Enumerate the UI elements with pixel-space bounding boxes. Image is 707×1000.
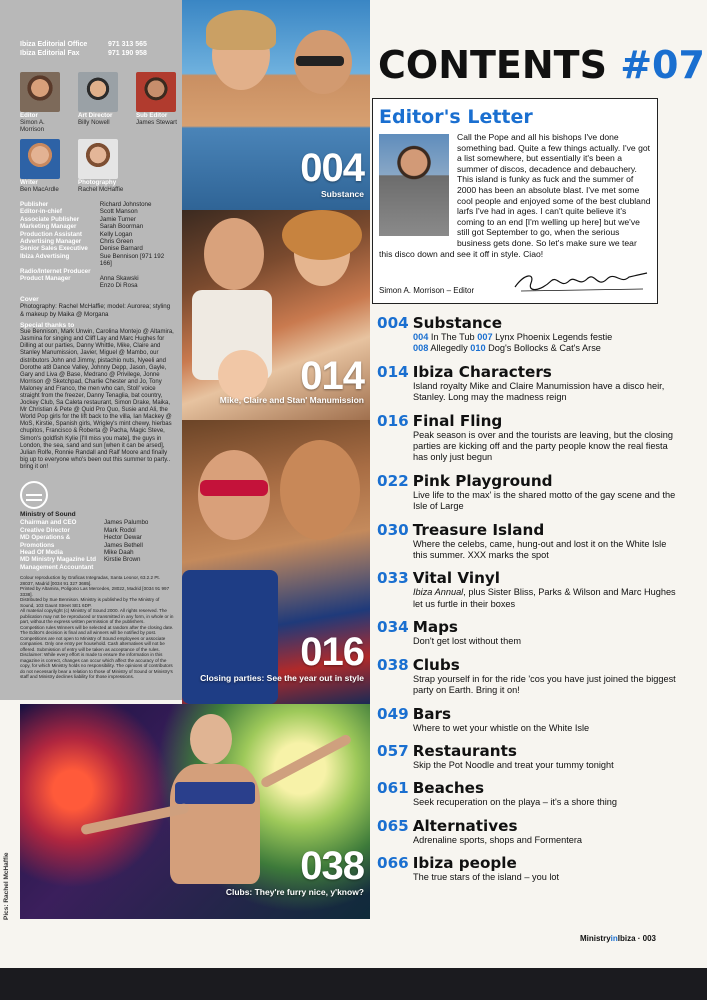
toc-page-number: 004 xyxy=(377,314,409,332)
toc-item[interactable] xyxy=(377,705,677,734)
staff-name: Sue Bennison [971 192 166] xyxy=(99,252,165,268)
staff-role: Management Accountant xyxy=(20,563,94,571)
toc-sub-number: 004 xyxy=(413,332,429,342)
staff-name: Sarah Boorman xyxy=(99,223,144,231)
toc-page-number: 030 xyxy=(377,520,409,539)
mos-staff-list xyxy=(20,519,174,571)
contact-label: Ibiza Editorial Office xyxy=(20,41,88,48)
team-role: Sub Editor xyxy=(136,112,168,119)
team-name: Rachel McHaffie xyxy=(78,186,124,193)
toc-page-number: 034 xyxy=(377,618,409,637)
toc-title: Vital Vinyl xyxy=(412,569,501,588)
toc-description-italic: Ibiza Annual xyxy=(413,587,464,598)
editor-photo xyxy=(379,134,449,236)
avatar xyxy=(78,139,118,179)
photo-caption: Mike, Claire and Stan' Manumission xyxy=(219,395,364,405)
staff-role: Advertising Manager xyxy=(20,238,82,246)
team-role: Editor xyxy=(20,112,38,119)
staff-role: Production Assistant xyxy=(20,230,82,238)
folio-brand-accent: in xyxy=(610,934,618,943)
staff-role: Marketing Manager xyxy=(20,223,77,231)
cover-heading: Cover xyxy=(20,295,39,303)
toc-item[interactable] xyxy=(377,854,677,883)
team-photos xyxy=(20,72,177,193)
ministry-of-sound-logo xyxy=(20,481,48,509)
team-name: Ben MacArdle xyxy=(20,186,59,193)
toc-item[interactable] xyxy=(377,656,677,697)
staff-role: Editor-in-chief xyxy=(20,208,62,216)
team-member xyxy=(136,72,184,133)
cover-text: Photography: Rachel McHaffie; model: Aurorea; styling & makeup by Maika @ Morgana xyxy=(20,303,171,318)
avatar xyxy=(20,72,60,112)
toc-page-number: 038 xyxy=(377,655,409,674)
toc-sub-title: Dog's Bollocks & Cat's Arse xyxy=(485,343,601,354)
toc-sub-number: 007 xyxy=(477,332,493,342)
folio-brand: Ministry xyxy=(579,934,611,943)
toc-subitems xyxy=(377,332,677,355)
photo-caption: Closing parties: See the year out in style xyxy=(200,673,364,683)
photo-substance[interactable] xyxy=(182,0,370,210)
staff-name: Richard Johnstone xyxy=(99,201,152,208)
pics-credit: Pics: Rachel McHaffie xyxy=(3,852,10,920)
toc-page-number: 022 xyxy=(377,471,409,490)
toc-description-text: , plus Sister Bliss, Parks & Wilson and Marc Hughes let us furtle in their boxes xyxy=(413,587,676,609)
folio-page-number: · 003 xyxy=(635,934,656,943)
toc-page-number: 061 xyxy=(377,779,409,798)
masthead-column xyxy=(0,0,182,700)
toc-title: Final Fling xyxy=(412,411,503,430)
editors-letter-body: Call the Pope and all his bishops I've done something bad. Quite a few things actually. I've got a list somewhere, but essentially it's been a summer of discos, decadence and debauchery. This island is funky as fuck and the summer of 2000 has been an absolute blast. I've met some cool people and enjoyed some of the best clubland larfs I've had in ages. I can't quite believe it's coming to an end [I'm welling up here] but we've still got September to go, when the serious business gets done. So let's make sure we tear this disco down and see it off in style. Ciao! xyxy=(379,132,651,259)
staff-role: Product Manager xyxy=(20,275,71,283)
toc-page-number: 065 xyxy=(377,816,409,835)
thanks-text: Sue Bennison, Mark Unwin, Carolina Montejo @ Altamira, Jasmina for singing and Cliff Lay and Marc Hughes for Dilling at our parties, Danny Whittle, Mike, Claire and Stanley Manumission, Javier, Miguel @ Mambo, our distributors John and Jimmy, pistachio nuts, Nyeeli and Dorothe at8 Dance Valley, Johnny Depp, Jason, Gayle, Gary and Liva @ Base, Medrano @ Privilege, Jonne Morrison @ Sketchpad, Charlie Chester and Jo, Tony Maloney and Franco, the men who can, Stoll' voice straight from the freezer, Danny Tenaglia, bat country, Jockey Club, Sa Caleta restaurant, Simon Drake, Maika, Mr Christian & Pete @ Quid Pro Quo, Susie and Ali, the World Pop girls for the lift back to the villa, Ian Mackey @ MoS, Kirstie, Spanish girls, Wrigley's mint chewy, hierbas chupitos, Francisco & Roberta @ Pacha, Magic Steve, Simon's goldfish Kylie [I'll miss you mate], the guys in London, the sea, sand and sun [when it can be arsed], Julian Rolfe, Ronnie Randall and Ralf Moore and finally big up to everyone who's been out this summer to party.. bring it on! xyxy=(20,329,174,470)
fine-print-line: Distributed by Sue Bennison. Ministry is published by The Ministry of Sound, 103 Gaunt Street SE1 6DP. xyxy=(20,597,160,608)
team-member xyxy=(20,139,68,193)
staff-name: Hector Dewar xyxy=(104,534,142,542)
toc-item[interactable] xyxy=(377,742,677,771)
page-number: 016 xyxy=(300,630,364,674)
toc-sub-number: 010 xyxy=(470,343,486,354)
page-number: 014 xyxy=(300,354,364,398)
toc-description: Island royalty Mike and Claire Manumission have a disco heir, Stanley. Long may the madness reign xyxy=(413,380,665,403)
photo-final-fling[interactable] xyxy=(182,420,370,704)
staff-name: Mike Daah xyxy=(104,549,134,557)
staff-name: James Bethell xyxy=(104,541,143,549)
toc-item[interactable] xyxy=(377,779,677,808)
photo-clubs[interactable] xyxy=(20,704,370,919)
team-role: Art Director xyxy=(78,112,113,119)
cover-credit xyxy=(20,296,174,318)
toc-item[interactable] xyxy=(377,618,677,647)
staff-list xyxy=(20,201,174,290)
editor-signoff: Simon A. Morrison – Editor xyxy=(379,286,475,295)
team-name: James Stewart xyxy=(136,119,177,126)
staff-name: Kelly Logan xyxy=(99,230,133,238)
staff-role: Associate Publisher xyxy=(20,215,80,223)
photo-caption: Substance xyxy=(321,189,364,199)
staff-role: Creative Director xyxy=(20,526,70,534)
toc-title: Ibiza Characters xyxy=(412,362,552,381)
staff-role: Publisher xyxy=(20,201,49,208)
toc-description: The true stars of the island – you lot xyxy=(413,872,560,883)
staff-role: Senior Sales Executive xyxy=(20,245,88,253)
special-thanks xyxy=(20,322,174,471)
team-role: Photography xyxy=(78,179,117,186)
signature-icon xyxy=(511,269,651,295)
toc-description: Where to wet your whistle on the White Isle xyxy=(413,722,590,733)
toc-item[interactable] xyxy=(377,412,677,464)
toc-title: Maps xyxy=(412,618,458,637)
staff-name: Denise Barnard xyxy=(99,245,143,253)
staff-name: Anna Skawski xyxy=(99,275,139,283)
toc-sub-number: 008 xyxy=(413,343,429,354)
toc-title: Bars xyxy=(412,704,452,723)
editors-letter-title: Editor's Letter xyxy=(379,106,533,128)
page-number: 004 xyxy=(300,146,364,190)
editors-letter xyxy=(372,98,658,304)
staff-name: Jamie Turner xyxy=(99,215,136,223)
toc-title: Restaurants xyxy=(412,741,517,760)
toc-description xyxy=(377,587,677,610)
contact-value: 971 313 565 xyxy=(108,41,147,48)
staff-role: MD Operations & Promotions xyxy=(20,534,71,549)
toc-page-number: 049 xyxy=(377,704,409,723)
folio xyxy=(580,934,656,943)
staff-name: Mark Rodol xyxy=(104,526,136,534)
contact-label: Ibiza Editorial Fax xyxy=(20,50,80,57)
fine-print-line: Colour reproduction by Graficas Integradas, Santa Leonor, 63.2.2 Pt. 28037, Madrid [0034 91 327 3685]. xyxy=(20,575,160,586)
toc-item[interactable] xyxy=(377,521,677,562)
toc-title: Clubs xyxy=(412,655,460,674)
team-member xyxy=(78,72,126,133)
team-name: Simon A. Morrison xyxy=(20,119,45,133)
toc-item[interactable] xyxy=(377,472,677,513)
toc-description: Peak season is over and the tourists are leaving, but the closing parties are kicking off and the party people know the real fiesta has only just begun xyxy=(413,429,673,463)
staff-role: Head Of Media xyxy=(20,549,63,557)
toc-description: Skip the Pot Noodle and treat your tummy tonight xyxy=(413,759,614,770)
staff-role: Ibiza Advertising xyxy=(20,252,70,260)
toc-sub-title: Allegedly xyxy=(428,343,471,354)
staff-name: Chris Green xyxy=(99,238,134,246)
toc-description: Adrenaline sports, shops and Formentera xyxy=(413,834,583,845)
avatar xyxy=(20,139,60,179)
toc-title: Beaches xyxy=(412,779,484,798)
contact-row xyxy=(20,49,174,58)
contact-row xyxy=(20,40,174,49)
mos-name: Ministry of Sound xyxy=(20,511,76,519)
toc-page-number: 033 xyxy=(377,569,409,588)
toc-description: Strap yourself in for the ride 'cos you have just joined the biggest party on Earth. Bring it on! xyxy=(413,673,676,696)
table-of-contents xyxy=(377,314,677,892)
issue-number: #07 xyxy=(620,43,705,87)
fine-print xyxy=(20,575,174,680)
team-member xyxy=(78,139,126,193)
toc-page-number: 066 xyxy=(377,854,409,873)
toc-description: Seek recuperation on the playa – it's a shore thing xyxy=(413,797,618,808)
toc-page-number: 016 xyxy=(377,411,409,430)
fine-print-line: Disclaimer: While every effort is made to ensure the information in this magazine is correct, changes can occur which affect the accuracy of the copy, for which Ministry holds no responsibility. The opinions of contributors do not necessarily bear a relation to those of Ministry of Sound or Ministry's staff and Ministry declines liability for those impressions. xyxy=(20,652,173,680)
toc-description: Where the celebs, came, hung-out and lost it on the White Isle this summer. XXX marks the spot xyxy=(413,538,667,561)
toc-description: Live life to the max' is the shared motto of the gay scene and the Isle of Large xyxy=(413,489,676,512)
toc-title: Pink Playground xyxy=(412,471,553,490)
toc-sub-title: In The Tub xyxy=(428,332,478,342)
fine-print-line: Printed by Altamira, Poligono Las Mercedes, 28022, Madrid [0034 91 997 3338]. xyxy=(20,586,170,597)
contents-title-text: CONTENTS xyxy=(378,43,607,87)
mos-block xyxy=(20,511,174,571)
toc-title: Alternatives xyxy=(412,816,518,835)
toc-page-number: 057 xyxy=(377,741,409,760)
contact-block xyxy=(20,40,174,58)
toc-item[interactable] xyxy=(377,817,677,846)
staff-name: Scott Manson xyxy=(99,208,138,216)
toc-description: Don't get lost without them xyxy=(413,636,521,647)
toc-sub-title: Lynx Phoenix Legends festie xyxy=(492,332,613,342)
avatar xyxy=(136,72,176,112)
staff-role: Chairman and CEO xyxy=(20,519,77,527)
staff-name: Enzo Di Rosa xyxy=(99,282,138,290)
team-role: Writer xyxy=(20,179,38,186)
toc-title: Treasure Island xyxy=(412,520,545,539)
thanks-heading: Special thanks to xyxy=(20,322,75,330)
staff-name: Kirstie Brown xyxy=(104,556,141,564)
scan-background xyxy=(0,968,707,1000)
toc-title: Substance xyxy=(412,314,502,332)
page-number: 038 xyxy=(300,844,364,888)
staff-role: MD Ministry Magazine Ltd xyxy=(20,556,96,564)
toc-item[interactable] xyxy=(377,363,677,404)
toc-page-number: 014 xyxy=(377,362,409,381)
fine-print-line: Competition rules Winners will be selected at random after the closing date. The Editor's decision is final and all winners will be notified by post. Competitions are not open to Ministry of Sound employees or associate companies. Only one entry per household. Cash alternatives will not be offered. Submission of entry will be taken as acceptance of the rules. xyxy=(20,624,174,652)
fine-print-line: All material copyright (c) Ministry of Sound 2000. All rights reserved. The publication may not be reproduced or transmitted in any form, in whole or in part, without the express written permission of the publishers. xyxy=(20,608,174,625)
folio-brand: Ibiza xyxy=(617,934,636,943)
toc-item[interactable] xyxy=(377,569,677,610)
page-title xyxy=(378,40,705,90)
avatar xyxy=(78,72,118,112)
contact-value: 971 190 958 xyxy=(108,50,147,57)
toc-item[interactable] xyxy=(377,314,677,355)
staff-role: Radio/Internet Producer xyxy=(20,267,91,275)
staff-name: James Palumbo xyxy=(104,519,149,527)
team-member xyxy=(20,72,68,133)
photo-ibiza-characters[interactable] xyxy=(182,210,370,420)
photo-caption: Clubs: They're furry nice, y'know? xyxy=(225,887,364,897)
toc-title: Ibiza people xyxy=(412,854,517,873)
team-name: Billy Nowell xyxy=(78,119,110,126)
